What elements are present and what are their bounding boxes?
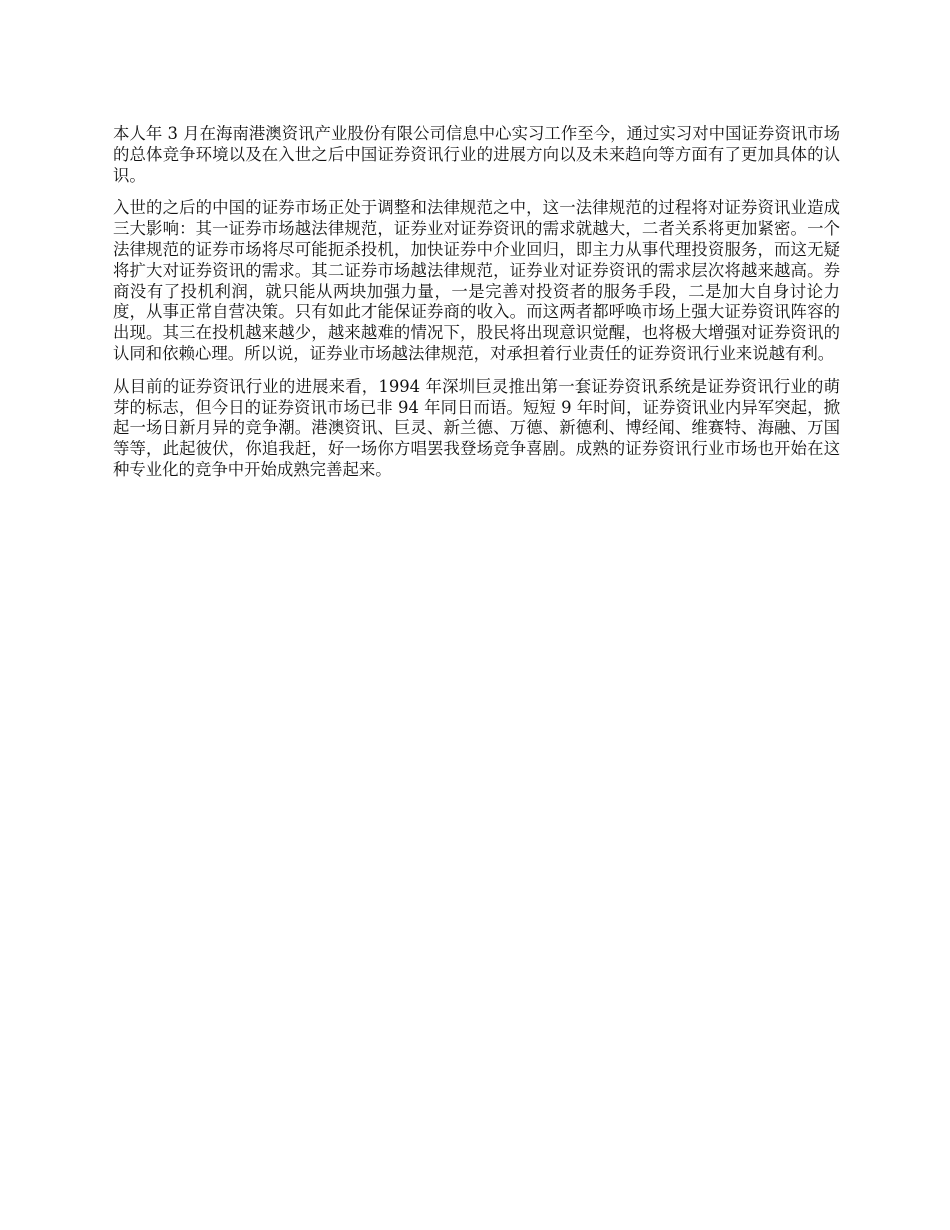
paragraph-3: 从目前的证券资讯行业的进展来看，1994 年深圳巨灵推出第一套证券资讯系统是证券资讯行业的萌芽的标志，但今日的证券资讯市场已非 94 年同日而语。短短 9 年时间，证券资讯业内异军突起，掀起一场日新月异的竞争潮。港澳资讯、巨灵、新兰德、万德、新德利、博经闻、维赛特、海融、万国等等，此起彼伏，你追我赶，好一场你方唱罢我登场竞争喜剧。成熟的证券资讯行业市场也开始在这种专业化的竞争中开始成熟完善起来。 (113, 376, 840, 479)
paragraph-2: 入世的之后的中国的证券市场正处于调整和法律规范之中，这一法律规范的过程将对证券资讯业造成三大影响：其一证券市场越法律规范，证券业对证券资讯的需求就越大，二者关系将更加紧密。一个法律规范的证券市场将尽可能扼杀投机，加快证券中介业回归，即主力从事代理投资服务，而这无疑将扩大对证券资讯的需求。其二证券市场越法律规范，证券业对证券资讯的需求层次将越来越高。券商没有了投机利润，就只能从两块加强力量，一是完善对投资者的服务手段，二是加大自身讨论力度，从事正常自营决策。只有如此才能保证券商的收入。而这两者都呼唤市场上强大证券资讯阵容的出现。其三在投机越来越少，越来越难的情况下，股民将出现意识觉醒，也将极大增强对证券资讯的认同和依赖心理。所以说，证券业市场越法律规范，对承担着行业责任的证券资讯行业来说越有利。 (113, 198, 840, 363)
paragraph-1: 本人年 3 月在海南港澳资讯产业股份有限公司信息中心实习工作至今，通过实习对中国证券资讯市场的总体竞争环境以及在入世之后中国证券资讯行业的进展方向以及未来趋向等方面有了更加具体的认识。 (113, 124, 840, 185)
document-body (113, 124, 840, 493)
